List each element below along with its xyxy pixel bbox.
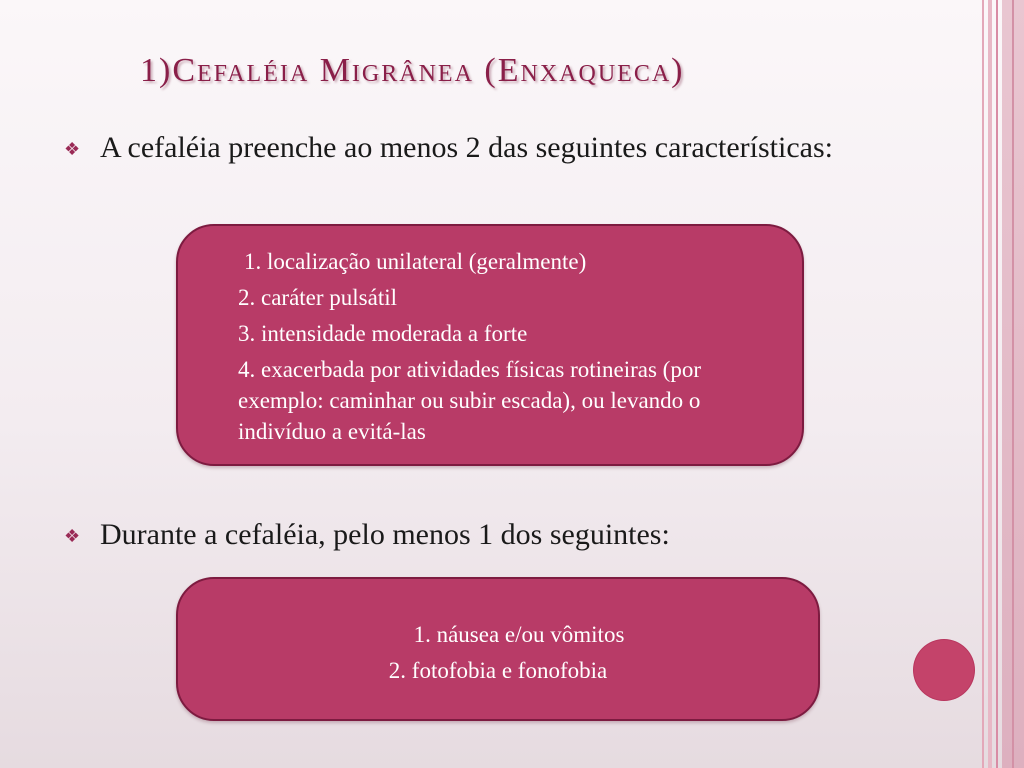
symptoms-box [176, 577, 820, 721]
list-item: 1. náusea e/ou vômitos [413, 622, 625, 647]
slide-title: 1)Cefaléia Migrânea (Enxaqueca) [140, 52, 685, 89]
characteristics-list [238, 246, 768, 452]
symptoms-list [178, 619, 818, 691]
diamond-bullet-icon: ❖ [64, 526, 81, 546]
bullet-text: A cefaléia preenche ao menos 2 das seguintes características: [100, 131, 833, 164]
characteristics-box [176, 224, 804, 466]
bullet-item-characteristics [60, 130, 880, 166]
border-stripe [1012, 0, 1014, 768]
bullet-text: Durante a cefaléia, pelo menos 1 dos seguintes: [100, 518, 670, 551]
border-stripe [988, 0, 992, 768]
list-item: 2. caráter pulsátil [238, 285, 398, 310]
diamond-bullet-icon: ❖ [64, 139, 81, 159]
list-item: 3. intensidade moderada a forte [238, 321, 528, 346]
list-item: 1. localização unilateral (geralmente) [244, 249, 587, 274]
decorative-circle [914, 640, 974, 700]
border-stripe [982, 0, 984, 768]
border-stripe [996, 0, 998, 768]
bullet-item-symptoms [60, 517, 880, 553]
list-item: 2. fotofobia e fonofobia [388, 658, 608, 683]
list-item: 4. exacerbada por atividades físicas rotineiras (por exemplo: caminhar ou subir escada), ou levando o indivíduo a evitá-las [238, 357, 701, 444]
